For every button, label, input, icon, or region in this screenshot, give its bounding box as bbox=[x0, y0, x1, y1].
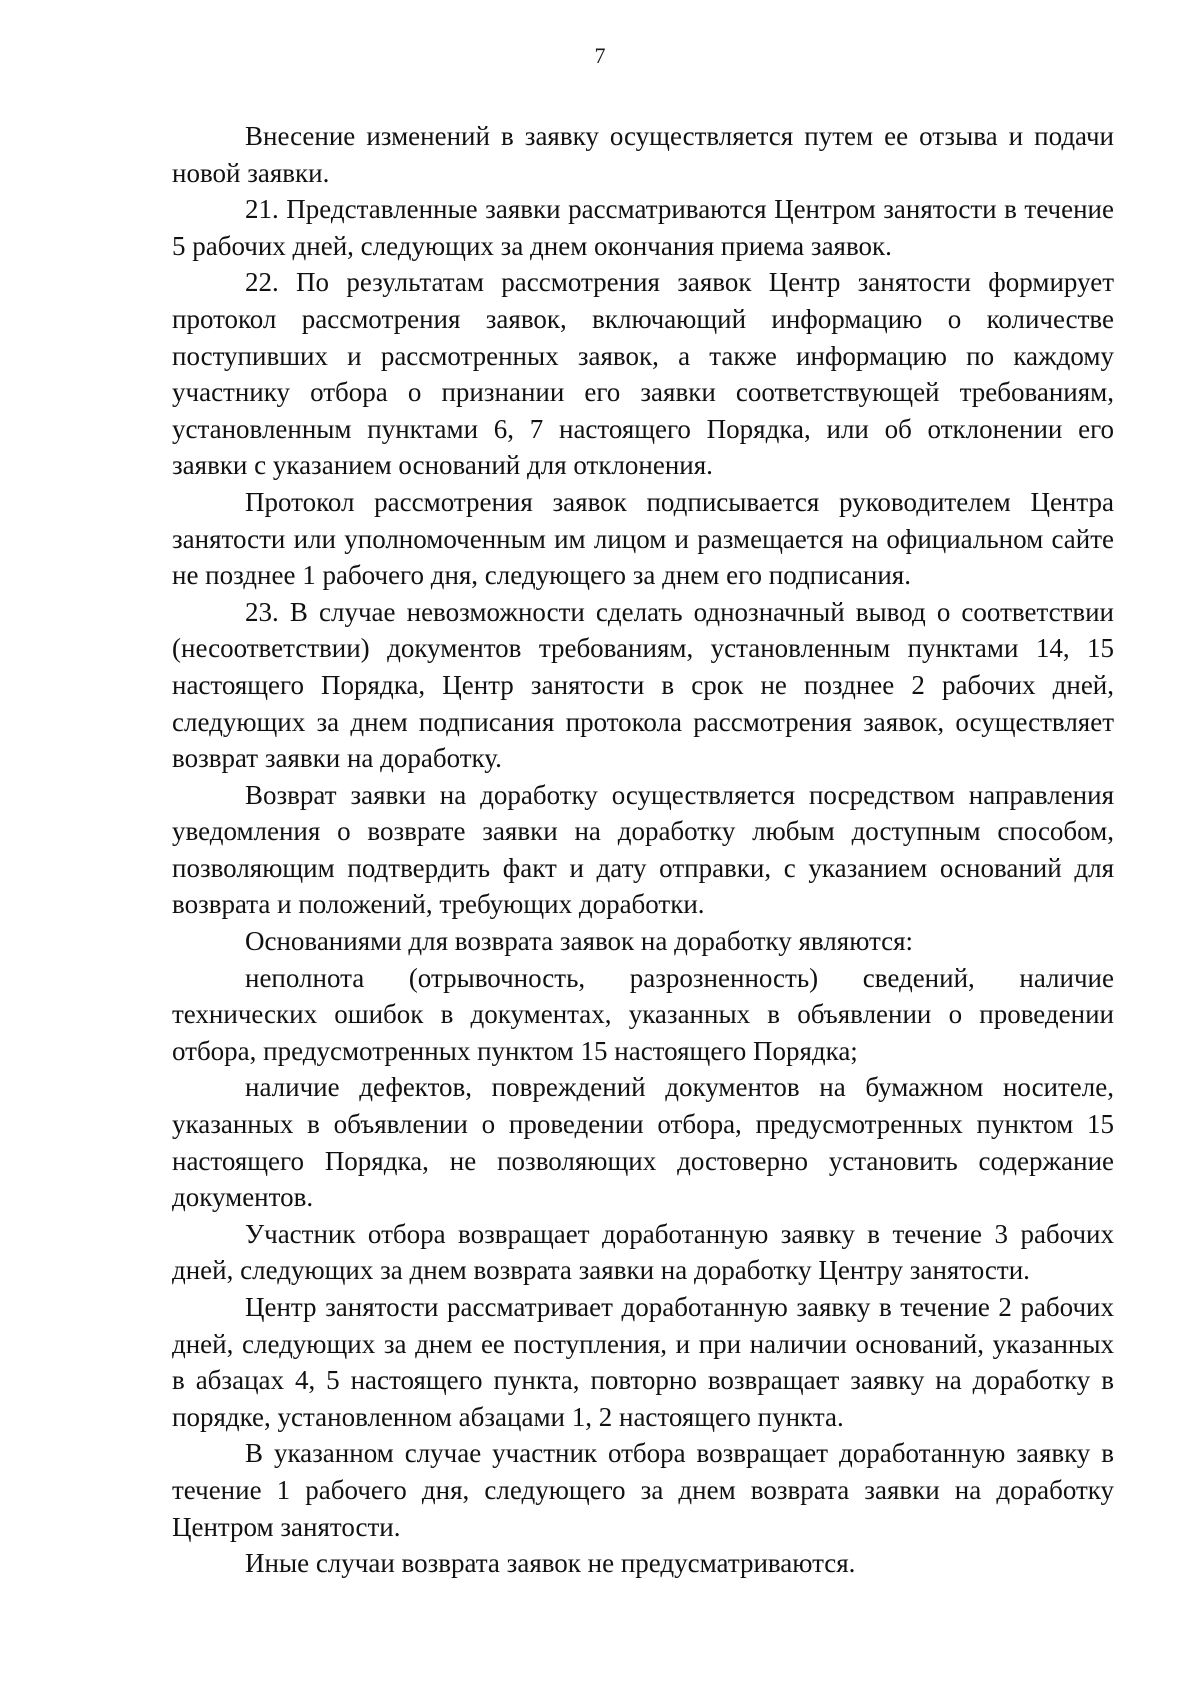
paragraph: Протокол рассмотрения заявок подписывается руководителем Центра занятости или уполномоченным им лицом и размещается на официальном сайте не позднее 1 рабочего дня, следующего за днем его подписания. bbox=[172, 486, 1114, 591]
paragraph: Основаниями для возврата заявок на доработку являются: bbox=[245, 926, 914, 957]
paragraph: Участник отбора возвращает доработанную заявку в течение 3 рабочих дней, следующих за днем возврата заявки на доработку Центру занятости. bbox=[172, 1218, 1114, 1286]
page-number: 7 bbox=[594, 43, 606, 68]
document-body bbox=[172, 118, 1114, 1582]
list-item: неполнота (отрывочность, разрозненность) сведений, наличие технических ошибок в документах, указанных в объявлении о проведении отбора, предусмотренных пунктом 15 настоящего Порядка; bbox=[172, 962, 1114, 1066]
paragraph: Возврат заявки на доработку осуществляется посредством направления уведомления о возврате заявки на доработку любым доступным способом, позволяющим подтвердить факт и дату отправки, с указанием оснований для возврата и положений, требующих доработки. bbox=[172, 779, 1114, 920]
paragraph: Центр занятости рассматривает доработанную заявку в течение 2 рабочих дней, следующих за днем ее поступления, и при наличии оснований, указанных в абзацах 4, 5 настоящего пункта, повторно возвращает заявку на доработку в порядке, установленном абзацами 1, 2 настоящего пункта. bbox=[172, 1292, 1114, 1432]
paragraph: В указанном случае участник отбора возвращает доработанную заявку в течение 1 рабочего дня, следующего за днем возврата заявки на доработку Центром занятости. bbox=[172, 1438, 1114, 1542]
paragraph: Внесение изменений в заявку осуществляется путем ее отзыва и подачи новой заявки. bbox=[172, 121, 1114, 188]
paragraph: Иные случаи возврата заявок не предусматриваются. bbox=[245, 1548, 856, 1579]
paragraph-item-22: 22. По результатам рассмотрения заявок Центр занятости формирует протокол рассмотрения заявок, включающий информацию о количестве поступивших и рассмотренных заявок, а также информацию по каждому участнику отбора о признании его заявки соответствующей требованиям, установленным пунктами 6, 7 настоящего Порядка, или об отклонении его заявки с указанием оснований для отклонения. bbox=[172, 267, 1114, 481]
paragraph-item-23: 23. В случае невозможности сделать однозначный вывод о соответствии (несоответствии) документов требованиям, установленным пунктами 14, 15 настоящего Порядка, Центр занятости в срок не позднее 2 рабочих дней, следующих за днем подписания протокола рассмотрения заявок, осуществляет возврат заявки на доработку. bbox=[172, 596, 1114, 774]
list-item: наличие дефектов, повреждений документов на бумажном носителе, указанных в объявлении о проведении отбора, предусмотренных пунктом 15 настоящего Порядка, не позволяющих достоверно установить содержание документов. bbox=[172, 1072, 1114, 1213]
paragraph-item-21: 21. Представленные заявки рассматриваются Центром занятости в течение 5 рабочих дней, следующих за днем окончания приема заявок. bbox=[172, 194, 1114, 261]
